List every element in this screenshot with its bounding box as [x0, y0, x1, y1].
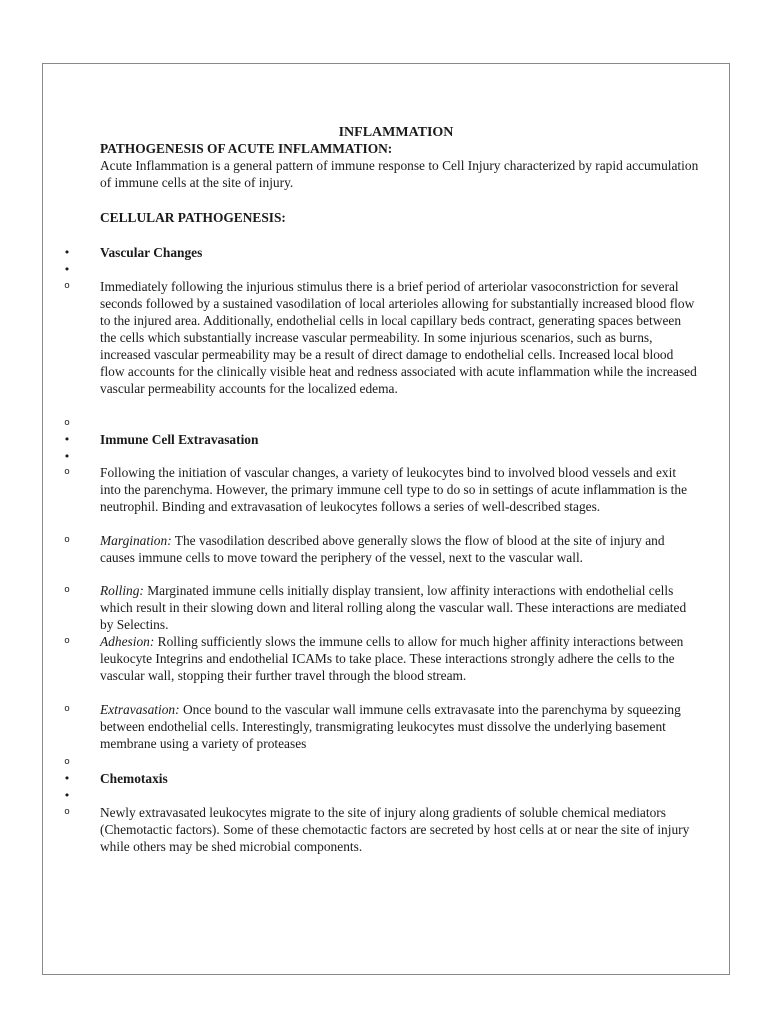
- circle-bullet-icon: o: [64, 704, 70, 714]
- bullet-icon: •: [63, 246, 71, 259]
- adhesion-item: [100, 633, 700, 684]
- extravasation-text: Following the initiation of vascular changes, a variety of leukocytes bind to involved blood vessels and exit into the parenchyma. However, the primary immune cell type to do so in settings of acute inflammation is the neutrophil. Binding and extravasation of leukocytes follows a series of well-described stages.: [100, 465, 688, 514]
- chemotaxis-text: Newly extravasated leukocytes migrate to the site of injury along gradients of soluble chemical mediators (Chemotactic factors). Some of these chemotactic factors are secreted by host cells at or near the site of injury while others may be shed microbial components.: [100, 805, 690, 854]
- intro-paragraph: Acute Inflammation is a general pattern of immune response to Cell Injury characterized by rapid accumulation of immune cells at the site of injury.: [100, 158, 699, 190]
- vascular-changes-text: Immediately following the injurious stimulus there is a brief period of arteriolar vasoconstriction for several seconds followed by a sustained vasodilation of local arterioles allowing for substantially increased blood flow to the injured area. Additionally, endothelial cells in local capillary beds contract, generating spaces between the cells which substantially increase vascular permeability. In some injurious scenarios, such as burns, increased vascular permeability may be a result of direct damage to endothelial cells. Increased local blood flow accounts for the clinically visible heat and redness associated with acute inflammation while the increased vascular permeability accounts for the localized edema.: [100, 279, 697, 396]
- circle-bullet-icon: o: [64, 757, 70, 767]
- rolling-term: Rolling:: [100, 583, 144, 598]
- rolling-text: Marginated immune cells initially display transient, low affinity interactions with endothelial cells which result in their slowing down and literal rolling along the vascular wall. These interactions are mediated by Selectins.: [100, 583, 687, 632]
- bullet-icon: •: [63, 789, 71, 802]
- extravasation-stage-item: [100, 701, 700, 752]
- circle-bullet-icon: o: [64, 535, 70, 545]
- immune-cell-extravasation-heading: Immune Cell Extravasation: [100, 432, 259, 447]
- cellular-pathogenesis-heading: CELLULAR PATHOGENESIS:: [100, 210, 286, 225]
- document-title: INFLAMMATION: [338, 125, 454, 140]
- document-page: [42, 63, 730, 975]
- margination-item: [100, 532, 700, 566]
- bullet-icon: •: [63, 263, 71, 276]
- bullet-icon: •: [63, 433, 71, 446]
- adhesion-text: Rolling sufficiently slows the immune cells to allow for much higher affinity interactions between leukocyte Integrins and endothelial ICAMs to take place. These interactions strongly adhere the cells to the vascular wall, stopping their further travel through the blood stream.: [100, 634, 684, 683]
- bullet-icon: •: [63, 772, 71, 785]
- vascular-changes-heading: Vascular Changes: [100, 245, 203, 260]
- adhesion-term: Adhesion:: [100, 634, 155, 649]
- extravasation-term: Extravasation:: [100, 702, 180, 717]
- section-heading: PATHOGENESIS OF ACUTE INFLAMMATION:: [100, 141, 393, 156]
- bullet-icon: •: [63, 450, 71, 463]
- circle-bullet-icon: o: [64, 807, 70, 817]
- circle-bullet-icon: o: [64, 418, 70, 428]
- margination-text: The vasodilation described above generally slows the flow of blood at the site of injury and causes immune cells to move toward the periphery of the vessel, next to the vascular wall.: [100, 533, 665, 565]
- circle-bullet-icon: o: [64, 585, 70, 595]
- margination-term: Margination:: [100, 533, 172, 548]
- circle-bullet-icon: o: [64, 467, 70, 477]
- rolling-item: [100, 582, 700, 633]
- circle-bullet-icon: o: [64, 636, 70, 646]
- extravasation-stage-text: Once bound to the vascular wall immune cells extravasate into the parenchyma by squeezing between endothelial cells. Interestingly, transmigrating leukocytes must dissolve the underlying basement membrane using a variety of proteases: [100, 702, 681, 751]
- circle-bullet-icon: o: [64, 281, 70, 291]
- chemotaxis-heading: Chemotaxis: [100, 771, 168, 786]
